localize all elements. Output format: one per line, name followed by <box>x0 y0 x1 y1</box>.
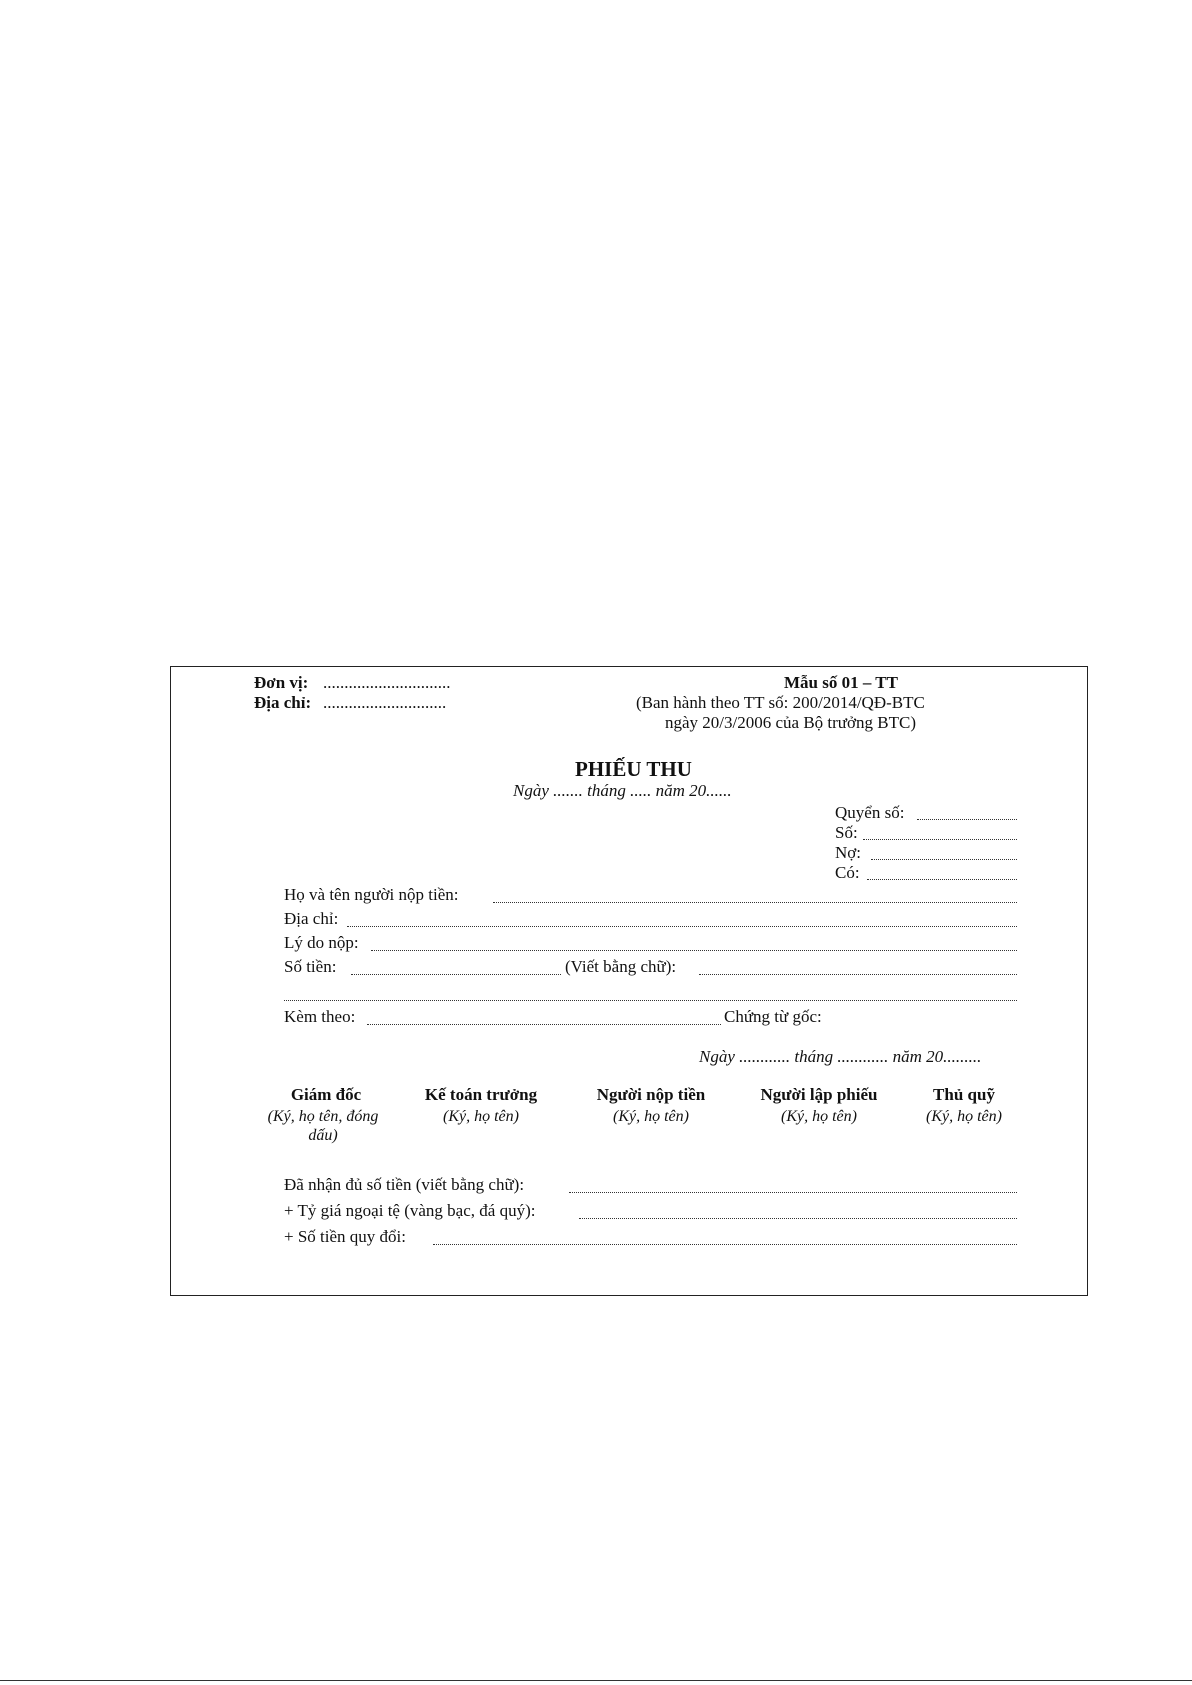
no-dots <box>871 859 1017 860</box>
ty-gia-dots <box>579 1218 1017 1219</box>
dia-chi-field-dots <box>347 926 1017 927</box>
ly-do-dots <box>371 950 1017 951</box>
so-label: Số: <box>835 823 858 842</box>
ly-do-label: Lý do nộp: <box>284 933 359 952</box>
dia-chi-field-label: Địa chỉ: <box>284 909 339 928</box>
co-label: Có: <box>835 863 860 882</box>
don-vi-dots: .............................. <box>323 673 451 692</box>
kem-theo-label: Kèm theo: <box>284 1007 356 1026</box>
viet-bang-chu-dots <box>699 974 1017 975</box>
signature-title-ke-toan: Kế toán trưởng <box>424 1085 538 1104</box>
chung-tu-goc-label: Chứng từ gốc: <box>724 1007 822 1026</box>
signature-note-nguoi-lap: (Ký, họ tên) <box>781 1108 857 1125</box>
signature-title-nguoi-nop: Người nộp tiền <box>596 1085 706 1104</box>
page-bottom-rule <box>0 1680 1192 1681</box>
so-tien-dots <box>351 974 561 975</box>
quyen-so-label: Quyển số: <box>835 803 905 822</box>
so-tien-label: Số tiền: <box>284 957 337 976</box>
form-code: Mẫu số 01 – TT <box>784 673 898 692</box>
co-dots <box>867 879 1017 880</box>
kem-theo-dots <box>367 1024 721 1025</box>
issued-by-line-2: ngày 20/3/2006 của Bộ trưởng BTC) <box>665 713 916 732</box>
dia-chi-dots: ............................. <box>323 693 447 712</box>
signature-title-thu-quy: Thủ quỹ <box>933 1085 995 1104</box>
so-tien-quy-doi-dots <box>433 1244 1017 1245</box>
quyen-so-dots <box>917 819 1017 820</box>
ty-gia-label: + Tỷ giá ngoại tệ (vàng bạc, đá quý): <box>284 1201 536 1220</box>
extra-dots-line <box>284 1000 1017 1001</box>
ho-ten-label: Họ và tên người nộp tiền: <box>284 885 459 904</box>
don-vi-label: Đơn vị: <box>254 673 309 692</box>
da-nhan-label: Đã nhận đủ số tiền (viết bằng chữ): <box>284 1175 525 1194</box>
da-nhan-dots <box>569 1192 1017 1193</box>
signature-note-thu-quy: (Ký, họ tên) <box>926 1108 1002 1125</box>
ho-ten-dots <box>493 902 1017 903</box>
signature-date: Ngày ............ tháng ............ năm 20......... <box>699 1047 982 1066</box>
so-tien-quy-doi-label: + Số tiền quy đổi: <box>284 1227 406 1246</box>
signature-title-giam-doc: Giám đốc <box>290 1085 362 1104</box>
receipt-form <box>170 666 1088 1296</box>
dia-chi-label: Địa chỉ: <box>254 693 312 712</box>
signature-note-giam-doc: (Ký, họ tên, đóng dấu) <box>267 1108 379 1144</box>
so-dots <box>863 839 1017 840</box>
receipt-date: Ngày ....... tháng ..... năm 20...... <box>513 781 732 800</box>
viet-bang-chu-label: (Viết bằng chữ): <box>565 957 677 976</box>
signature-note-nguoi-nop: (Ký, họ tên) <box>613 1108 689 1125</box>
signature-title-nguoi-lap: Người lập phiếu <box>760 1085 878 1104</box>
no-label: Nợ: <box>835 843 861 862</box>
page-title: PHIẾU THU <box>575 757 692 781</box>
signature-note-ke-toan: (Ký, họ tên) <box>443 1108 519 1125</box>
issued-by-line-1: (Ban hành theo TT số: 200/2014/QĐ-BTC <box>636 693 925 712</box>
